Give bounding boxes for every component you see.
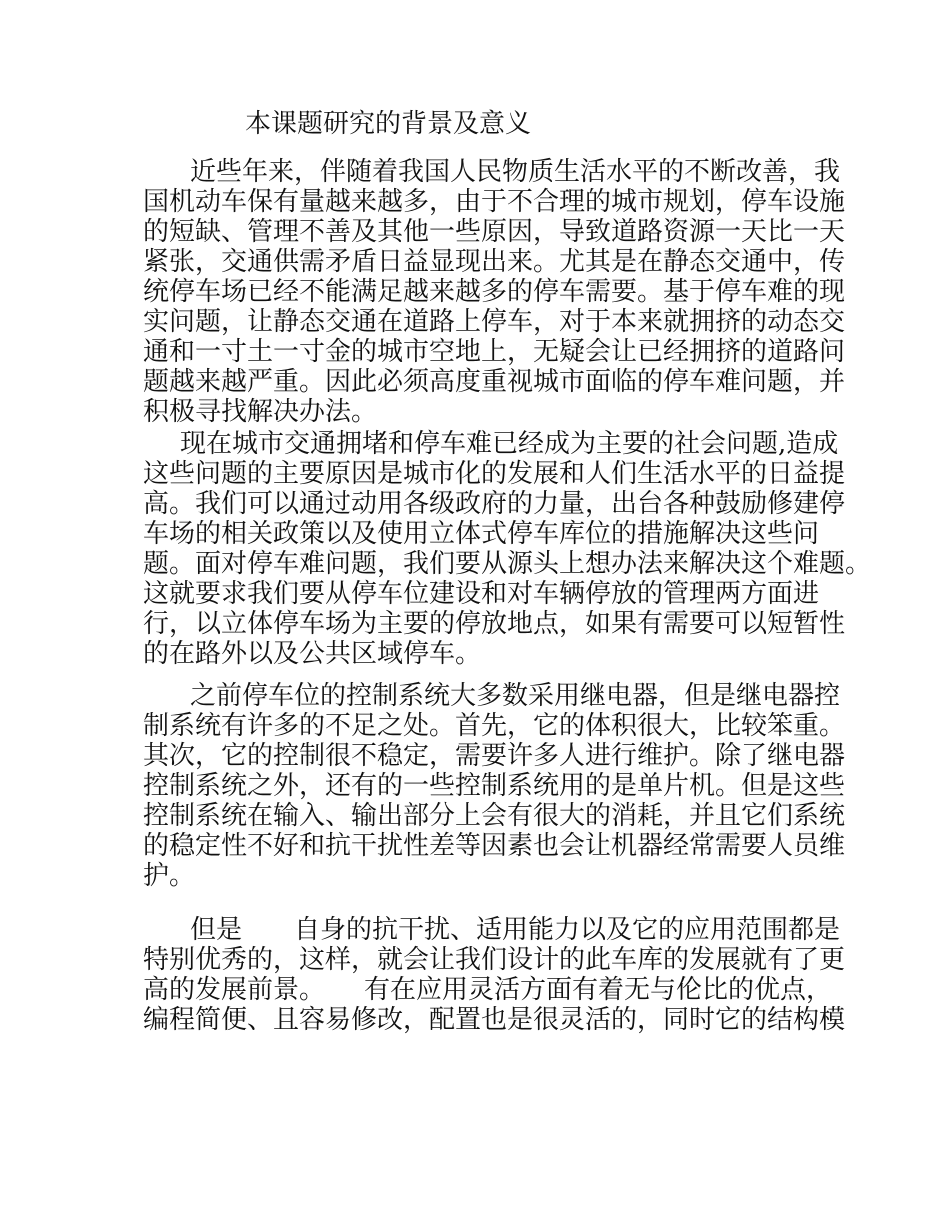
paragraph-2-line-3: 高。我们可以通过动用各级政府的力量，出台各种鼓励修建停 (143, 489, 846, 519)
paragraph-3-line-4: 控制系统之外，还有的一些控制系统用的是单片机。但是这些 (143, 771, 846, 801)
paragraph-3-line-5: 控制系统在输入、输出部分上会有很大的消耗，并且它们系统 (143, 801, 846, 831)
paragraph-2-line-1: 现在城市交通拥堵和停车难已经成为主要的社会问题,造成 (180, 429, 839, 459)
paragraph-4-line-4: 编程简便、且容易修改，配置也是很灵活的，同时它的结构模 (143, 1005, 846, 1035)
paragraph-4-line-2: 特别优秀的，这样，就会让我们设计的此车库的发展就有了更 (143, 945, 846, 975)
paragraph-1-line-3: 的短缺、管理不善及其他一些原因，导致道路资源一天比一天 (143, 217, 846, 247)
paragraph-3-line-6: 的稳定性不好和抗干扰性差等因素也会让机器经常需要人员维 (143, 831, 846, 861)
paragraph-2-line-8: 的在路外以及公共区域停车。 (143, 639, 482, 669)
paragraph-2-line-5: 题。面对停车难问题，我们要从源头上想办法来解决这个难题。 (143, 549, 872, 579)
paragraph-2-line-6: 这就要求我们要从停车位建设和对车辆停放的管理两方面进 (143, 579, 820, 609)
paragraph-3-line-3: 其次，它的控制很不稳定，需要许多人进行维护。除了继电器 (143, 741, 846, 771)
paragraph-1-line-4: 紧张，交通供需矛盾日益显现出来。尤其是在静态交通中，传 (143, 247, 846, 277)
paragraph-3-line-1: 之前停车位的控制系统大多数采用继电器，但是继电器控 (190, 681, 841, 711)
paragraph-1-line-1: 近些年来，伴随着我国人民物质生活水平的不断改善，我 (190, 157, 841, 187)
paragraph-4-line-1: 但是 自身的抗干扰、适用能力以及它的应用范围都是 (190, 915, 841, 945)
paragraph-1-line-2: 国机动车保有量越来越多，由于不合理的城市规划，停车设施 (143, 187, 846, 217)
paragraph-2-line-2: 这些问题的主要原因是城市化的发展和人们生活水平的日益提 (143, 459, 846, 489)
paragraph-1-line-8: 题越来越严重。因此必须高度重视城市面临的停车难问题，并 (143, 367, 846, 397)
paragraph-2-line-4: 车场的相关政策以及使用立体式停车库位的措施解决这些问 (143, 519, 820, 549)
section-heading: 本课题研究的背景及意义 (245, 109, 532, 139)
paragraph-1-line-6: 实问题，让静态交通在道路上停车，对于本来就拥挤的动态交 (143, 307, 846, 337)
paragraph-2-line-7: 行，以立体停车场为主要的停放地点，如果有需要可以短暂性 (143, 609, 846, 639)
paragraph-3-line-2: 制系统有许多的不足之处。首先，它的体积很大，比较笨重。 (143, 711, 846, 741)
paragraph-1-line-7: 通和一寸土一寸金的城市空地上，无疑会让已经拥挤的道路问 (143, 337, 846, 367)
paragraph-1-line-9: 积极寻找解决办法。 (143, 397, 378, 427)
paragraph-1-line-5: 统停车场已经不能满足越来越多的停车需要。基于停车难的现 (143, 277, 846, 307)
paragraph-4-line-3: 高的发展前景。 有在应用灵活方面有着无与伦比的优点， (143, 975, 833, 1005)
paragraph-3-line-7: 护。 (143, 861, 196, 891)
